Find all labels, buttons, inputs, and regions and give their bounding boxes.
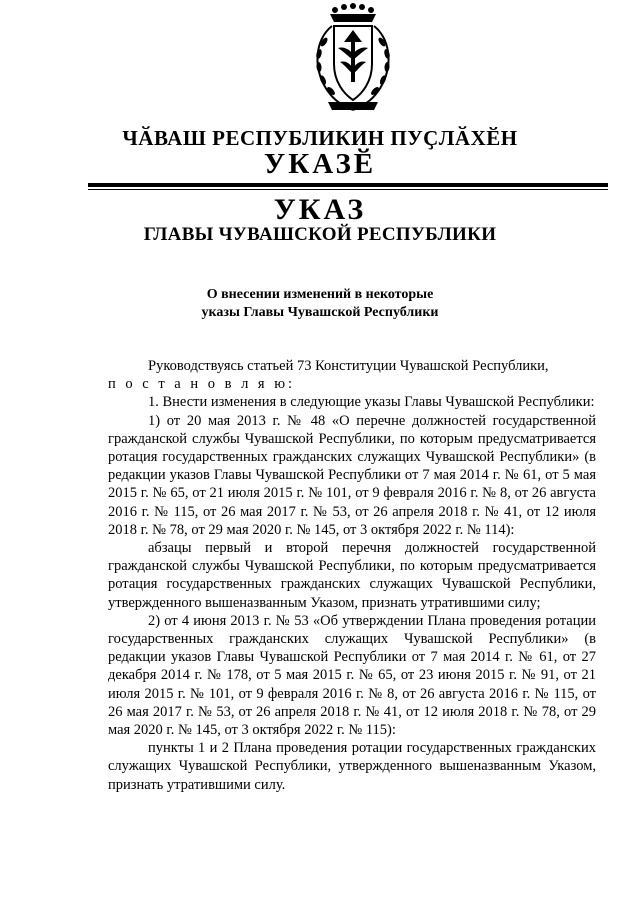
coat-of-arms-emblem bbox=[302, 2, 404, 120]
russian-header-line-2: ГЛАВЫ ЧУВАШСКОЙ РЕСПУБЛИКИ bbox=[143, 224, 497, 245]
item-1-subitem-2: 2) от 4 июня 2013 г. № 53 «Об утверждении Плана проведения ротации государственных гражданских служащих Чувашской Республики» (в редакции указов Главы Чувашской Республики от 7 мая 2014 г. № 61, от 27 декабря 2014 г. № 178, от 5 мая 2015 г. № 65, от 23 июня 2015 г. № 91, от 21 июля 2015 г. № 101, от 9 февраля 2016 г. № 8, от 26 августа 2016 г. № 115, от 26 мая 2017 г. № 53, от 26 апреля 2018 г. № 41, от 12 июля 2018 г. № 78, от 29 мая 2020 г. № 145, от 3 октября 2022 г. № 115): bbox=[108, 612, 596, 739]
item-1-subitem-1: 1) от 20 мая 2013 г. № 48 «О перечне должностей государственной гражданской службы Чувашской Республики, по которым предусматривается ротация государственных гражданских служащих Чувашской Республики» (в редакции указов Главы Чувашской Республики от 7 мая 2014 г. № 61, от 5 мая 2015 г. № 65, от 21 июля 2015 г. № 101, от 9 февраля 2016 г. № 8, от 26 августа 2016 г. № 115, от 26 мая 2017 г. № 53, от 26 апреля 2018 г. № 41, от 12 июля 2018 г. № 78, от 29 мая 2020 г. № 145, от 3 октября 2022 г. № 114): bbox=[108, 412, 596, 538]
item-1-intro: 1. Внести изменения в следующие указы Главы Чувашской Республики: bbox=[148, 394, 595, 411]
document-body bbox=[108, 357, 596, 794]
preamble-paragraph: Руководствуясь статьей 73 Конституции Чувашской Республики, bbox=[148, 358, 549, 374]
chuvash-header-line-2: УКАЗӖ bbox=[263, 148, 377, 180]
document-title-line-2: указы Главы Чувашской Республики bbox=[201, 305, 439, 320]
postanovlyayu-line: п о с т а н о в л я ю: bbox=[108, 376, 296, 393]
russian-header-line-1: УКАЗ bbox=[273, 193, 367, 226]
header-divider-thin bbox=[88, 189, 608, 190]
document-title-line-1: О внесении изменений в некоторые bbox=[206, 287, 434, 302]
header-divider-thick bbox=[88, 183, 608, 187]
item-1-subitem-2-text: пункты 1 и 2 Плана проведения ротации государственных гражданских служащих Чувашской Республики, утвержденного вышеназванным Указом, признать утратившими силу. bbox=[108, 740, 596, 793]
document-title bbox=[0, 286, 640, 322]
chuvash-header-line-1: ЧӐВАШ РЕСПУБЛИКИН ПУҪЛӐХӖН bbox=[122, 126, 518, 150]
item-1-subitem-1-text: абзацы первый и второй перечня должностей государственной гражданской службы Чувашской Республики, по которым предусматривается ротация государственных гражданских служащих Чувашской Республики, утвержденного вышеназванным Указом, признать утратившими силу; bbox=[108, 540, 596, 611]
